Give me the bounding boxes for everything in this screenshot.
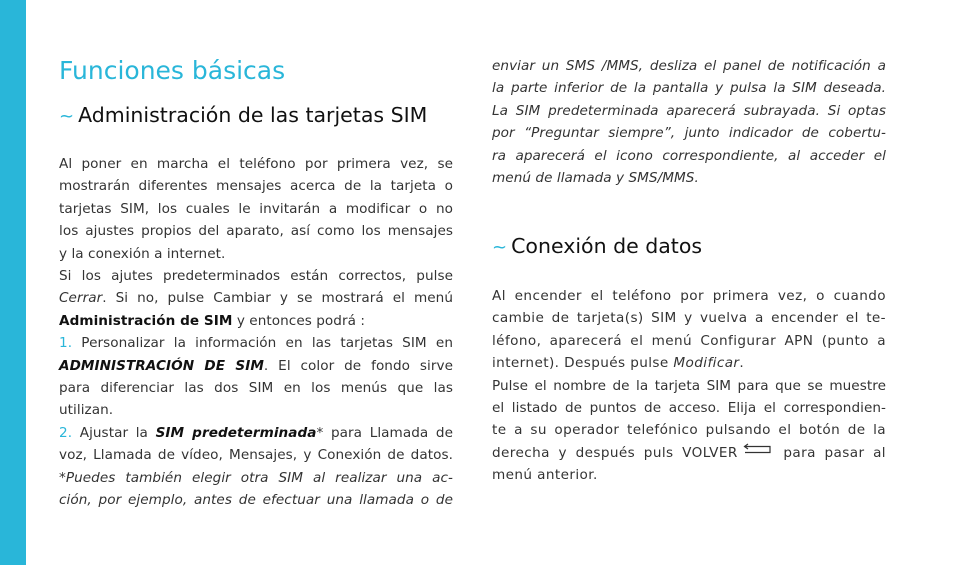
sim-note-continued: [492, 55, 886, 189]
text-fragment: para pasar al: [774, 444, 886, 461]
data-connection-paragraph: [492, 285, 886, 487]
text-line: [492, 352, 886, 374]
heading-tilde: ~: [59, 106, 75, 127]
note-line: La SIM predeterminada aparecerá subrayada. Si optas: [492, 102, 886, 119]
text-fragment: . El color de fondo sirve: [263, 357, 454, 374]
text-line: [492, 442, 886, 464]
text-line: para diferenciar las dos SIM en los menús que las: [59, 380, 453, 397]
text-line: voz, Llamada de vídeo, Mensajes, y Conexión de datos.: [59, 447, 453, 464]
data-section-heading: [492, 234, 702, 258]
note-line: la parte inferior de la pantalla y pulsa la SIM deseada.: [492, 80, 886, 97]
text-fragment: Ajustar la: [72, 424, 156, 441]
text-line: te a su operador telefónico pulsando el botón de la: [492, 422, 886, 439]
step-1-line: [59, 332, 453, 354]
menu-name-admin-sim: Administración de SIM: [59, 312, 233, 329]
text-fragment: Personalizar la información en las tarjetas SIM en: [72, 335, 453, 352]
back-arrow-icon: [741, 440, 773, 462]
text-line: [59, 287, 453, 309]
text-line: [59, 310, 453, 332]
text-fragment: .: [739, 355, 745, 372]
text-line: Si los ajutes predeterminados están correctos, pulse: [59, 268, 453, 285]
text-line: Al encender el teléfono por primera vez, o cuando: [492, 288, 886, 304]
sim-predeterminada-label: SIM predeterminada: [155, 424, 317, 441]
note-line: enviar un SMS /MMS, desliza el panel de notificación a: [492, 58, 886, 74]
text-line: Al poner en marcha el teléfono por primera vez, se: [59, 156, 453, 172]
note-line: menú de llamada y SMS/MMS.: [492, 170, 699, 187]
text-line: léfono, aparecerá el menú Configurar APN (punto a: [492, 332, 886, 349]
text-line: tarjetas SIM, los cuales le invitarán a modificar o no: [59, 200, 453, 217]
note-line: por “Preguntar siempre”, junto indicador de cobertu-: [492, 125, 886, 142]
step-2-number: 2.: [59, 424, 73, 441]
page-title: Funciones básicas: [59, 56, 286, 85]
sim-intro-paragraph: [59, 153, 453, 512]
text-fragment: * para Llamada de: [316, 424, 453, 441]
note-line: *Puedes también elegir otra SIM al realizar una ac-: [59, 469, 453, 486]
text-line: el listado de puntos de acceso. Elija el correspondien-: [492, 400, 886, 417]
text-fragment: internet). Después pulse: [492, 355, 674, 372]
note-line: ra aparecerá el icono correspondiente, al acceder el: [492, 147, 886, 164]
text-line: Pulse el nombre de la tarjeta SIM para que se muestre: [492, 377, 886, 394]
text-line: utilizan.: [59, 402, 114, 419]
heading-tilde: ~: [492, 237, 508, 258]
text-line: cambie de tarjeta(s) SIM y vuelva a encender el te-: [492, 310, 886, 327]
modificar-label: Modificar: [673, 355, 740, 372]
text-line: menú anterior.: [492, 467, 598, 484]
text-fragment: . Si no, pulse Cambiar y se mostrará el menú: [102, 290, 453, 307]
text-line: y la conexión a internet.: [59, 245, 226, 262]
text-fragment: derecha y después puls VOLVER: [492, 444, 738, 461]
cerrar-label: Cerrar: [59, 290, 103, 307]
text-line: mostrarán diferentes mensajes acerca de la tarjeta o: [59, 178, 453, 195]
note-line: ción, por ejemplo, antes de efectuar una llamada o de: [59, 492, 453, 509]
text-line: [59, 355, 453, 377]
menu-name-admin-sim-caps: ADMINISTRACIÓN DE SIM: [59, 357, 264, 374]
data-heading-text: Conexión de datos: [511, 234, 703, 258]
step-1-number: 1.: [59, 335, 73, 352]
text-fragment: y entonces podrá :: [232, 312, 365, 329]
sim-heading-text: Administración de las tarjetas SIM: [78, 103, 428, 127]
accent-sidebar-bar: [0, 0, 26, 565]
text-line: los ajustes propios del aparato, así como los mensajes: [59, 223, 453, 240]
sim-section-heading: [59, 103, 427, 127]
step-2-line: [59, 422, 453, 444]
